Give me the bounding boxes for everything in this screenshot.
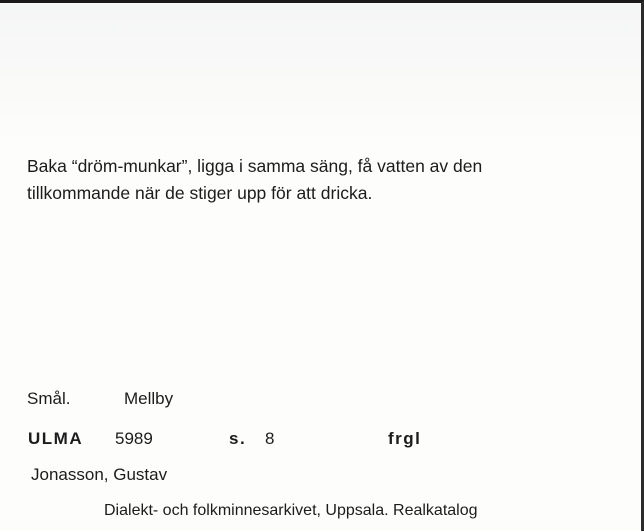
archive-footer: Dialekt- och folkminnesarkivet, Uppsala. Realkatalog <box>104 502 478 519</box>
page-number: 8 <box>265 429 275 448</box>
parish-label: Mellby <box>124 389 174 408</box>
informant-name: Jonasson, Gustav <box>31 465 168 484</box>
archive-number: 5989 <box>115 429 153 448</box>
card-description-line: Baka “dröm-munkar”, ligga i samma säng, få vatten av den <box>27 156 483 176</box>
card-description <box>27 153 627 207</box>
archive-code: ULMA <box>28 429 84 448</box>
province-label: Smål. <box>27 389 71 408</box>
card-description-line: tillkommande när de stiger upp för att dricka. <box>27 183 373 203</box>
page-label: s. <box>229 429 247 448</box>
category-code: frgl <box>388 429 422 448</box>
